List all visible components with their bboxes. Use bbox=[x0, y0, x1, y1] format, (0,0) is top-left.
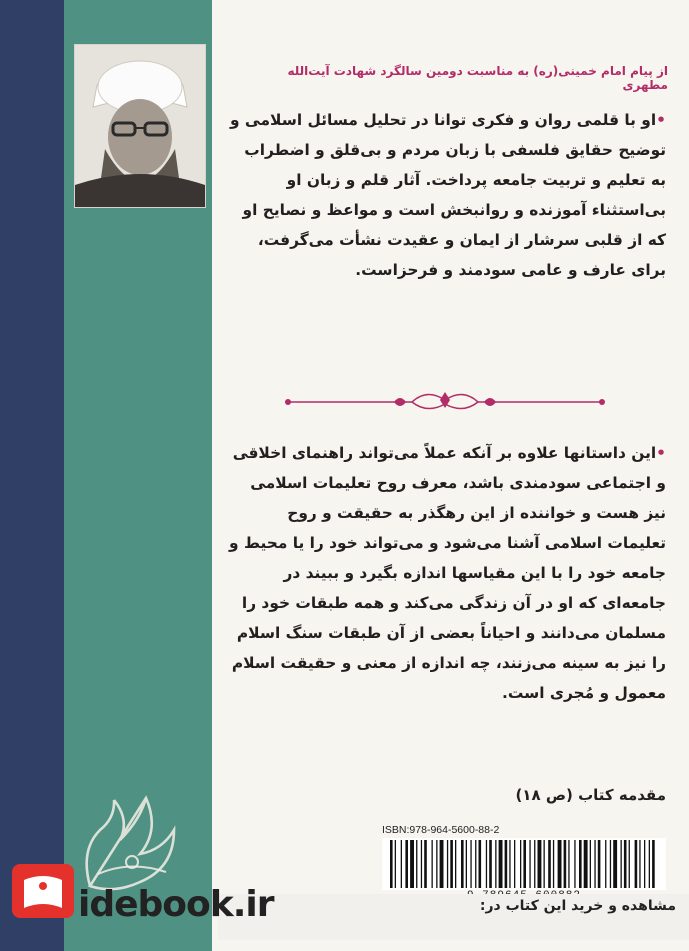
decorative-ornament-divider bbox=[282, 386, 608, 416]
bullet-icon: • bbox=[656, 444, 666, 462]
author-portrait bbox=[74, 44, 206, 208]
site-brand[interactable]: idebook.ir bbox=[78, 884, 274, 925]
bullet-icon: • bbox=[656, 111, 666, 129]
paragraph-book-introduction bbox=[226, 438, 666, 708]
book-store-icon bbox=[8, 856, 78, 924]
paragraph-text: او با قلمی روان و فکری توانا در تحلیل مسائل اسلامی و توضیح حقایق فلسفی با زبان مردم و بی‌قلق و اضطراب به تعلیم و تربیت جامعه پرداخت. آثار قلم و زبان او بی‌استثناء آموزنده و روانبخش است و مواعظ و نصایح او که از قلبی سرشار از ایمان و عقیدت نشأت می‌گرفت، برای عارف و عامی سودمند و فرحزاست. bbox=[230, 111, 666, 279]
isbn-barcode bbox=[382, 838, 666, 890]
source-subtitle: از پیام امام خمینی(ره) به مناسبت دومین سالگرد شهادت آیت‌الله مطهری bbox=[287, 64, 668, 92]
back-cover-navy-strip bbox=[0, 0, 64, 951]
banner-purchase-note: مشاهده و خرید این کتاب در: bbox=[479, 898, 676, 914]
paragraph-text: این داستانها علاوه بر آنکه عملاً می‌تواند راهنمای اخلاقی و اجتماعی سودمندی باشد، معرف روح تعلیمات اسلامی نیز هست و خواننده از این رهگذر به حقیقت و روح تعلیمات اسلامی آشنا می‌شود و می‌تواند خود را یا محیط و جامعه خود را با این مقیاسها اندازه بگیرد و ببیند در جامعه‌ای که او در آن زندگی می‌کند و همه طبقات خود را مسلمان می‌دانند و احیاناً بعضی از آن طبقات سنگ اسلام را نیز به سینه می‌زنند، چه اندازه از معنی و حقیقت اسلام معمول و مُجری است. bbox=[229, 444, 666, 702]
quote-reference: مقدمه کتاب (ص ۱۸) bbox=[515, 786, 666, 804]
paragraph-imam-khomeini-quote bbox=[226, 105, 666, 285]
isbn-label: ISBN:978-964-5600-88-2 bbox=[382, 824, 500, 836]
